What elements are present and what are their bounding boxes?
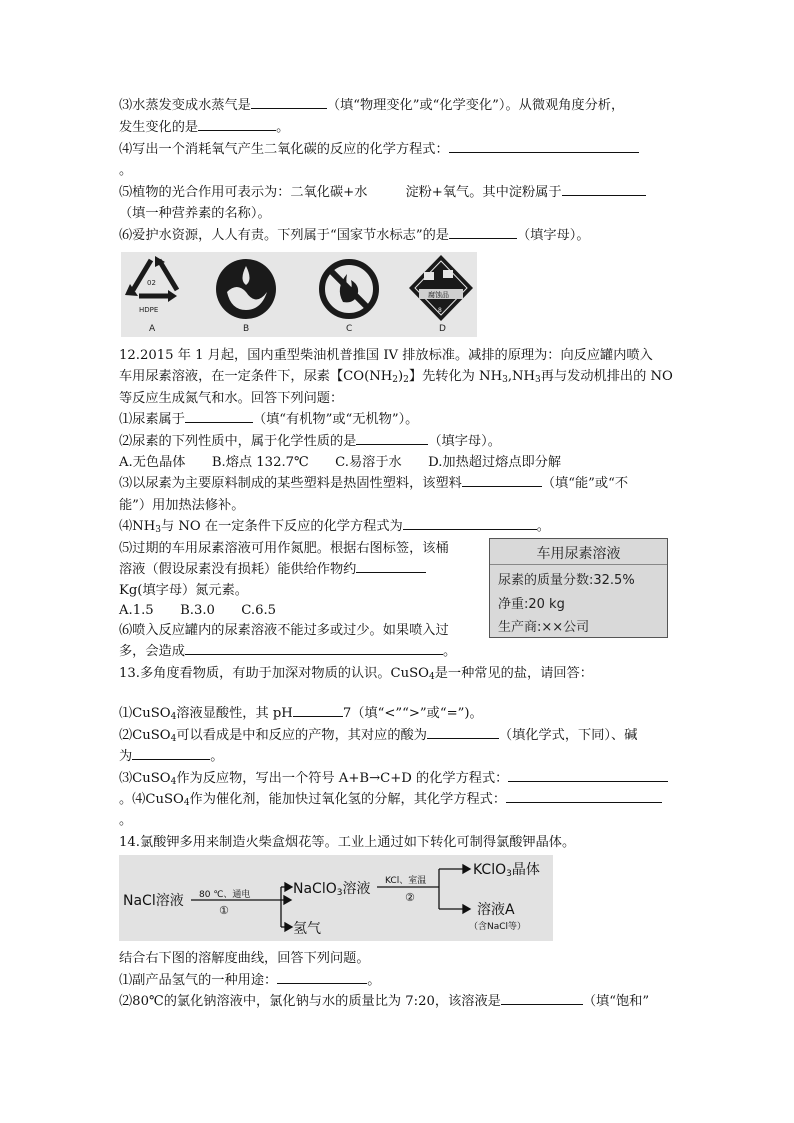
q12-part1: ⑴尿素属于 （填“有机物”或“无机物”）。 [119, 409, 418, 431]
urea-label-weight: 净重:20 kg [498, 597, 565, 612]
urea-label [489, 538, 668, 638]
answer-blank[interactable] [198, 117, 276, 131]
recycle-code: 02 [147, 279, 156, 287]
q12-part6-line2: 多，会造成 。 [119, 641, 456, 663]
q12-part2: ⑵尿素的下列性质中，属于化学性质的是 （填字母）。 [119, 431, 501, 453]
answer-blank[interactable] [277, 970, 367, 984]
answer-blank[interactable] [506, 789, 662, 803]
sign-label-a: A [149, 324, 156, 334]
answer-blank[interactable] [356, 559, 426, 573]
q12-intro-line2: 车用尿素溶液，在一定条件下，尿素【$CO(NH_2)_2$】先转化为 $NH_3,NH_3$再与发动机排出的 NO [119, 369, 673, 385]
signs-graphics [121, 252, 477, 337]
recycle-text: HDPE [139, 306, 159, 314]
urea-label-fraction: 尿素的质量分数:32.5% [498, 573, 635, 588]
flow-step2: ② [405, 891, 415, 904]
q12-part5-line2: 溶液（假设尿素没有损耗）能供给作物约 [119, 559, 426, 581]
flow-nacl: NaCl溶液 [123, 893, 184, 909]
flow-cond2: KCl、室温 [385, 876, 427, 886]
q13-part2-line2: 为 。 [119, 746, 223, 768]
q14-part2: ⑵80℃的氯化钠溶液中，氯化钠与水的质量比为 7:20，该溶液是 （填“饱和” [119, 991, 649, 1013]
q13-intro: 13.多角度看物质，有助于加深对物质的认识。CuSO$_4$是一种常见的盐，请回答： [119, 666, 593, 682]
answer-blank[interactable] [449, 225, 517, 239]
urea-label-maker: 生产商:××公司 [498, 620, 590, 635]
answer-blank[interactable] [185, 409, 253, 423]
answer-blank[interactable] [562, 182, 646, 196]
q12-part3-line1: ⑶以尿素为主要原料制成的某些塑料是热固性塑料，该塑料 （填“能”或“不 [119, 473, 628, 495]
q11-part6-line: ⑹爱护水资源，人人有责。下列属于“国家节水标志”的是 （填字母）。 [119, 225, 590, 247]
answer-blank[interactable] [356, 431, 428, 445]
answer-blank[interactable] [403, 516, 537, 530]
water-saving-icon [216, 259, 276, 319]
answer-blank[interactable] [132, 746, 210, 760]
q11-part4-end: 。 [119, 163, 133, 178]
flow-solution-a: 溶液A [477, 902, 515, 918]
sign-label-d: D [439, 324, 446, 334]
q14-after-diagram: 结合右下图的溶解度曲线，回答下列问题。 [119, 951, 370, 966]
q12-part5-options: A.1.5 B.3.0 C.6.5 [119, 603, 277, 618]
q12-part2-options: A.无色晶体 B.熔点 132.7℃ C.易溶于水 D.加热超过熔点即分解 [119, 455, 562, 470]
q12-intro-line3: 等反应生成氮气和水。回答下列问题： [119, 391, 344, 406]
answer-blank[interactable] [462, 473, 542, 487]
q12-part5-line3: Kg(填字母）氮元素。 [119, 583, 248, 598]
svg-text:8: 8 [438, 307, 442, 314]
sign-label-c: C [346, 324, 353, 334]
q12-part5-line1: ⑸过期的车用尿素溶液可用作氮肥。根据右图标签，该桶 [119, 541, 449, 556]
q11-part5-line1: ⑸植物的光合作用可表示为：二氧化碳+水 淀粉+氧气。其中淀粉属于 [119, 182, 646, 204]
no-fire-icon [322, 262, 376, 316]
label-divider [490, 564, 667, 565]
q13-part4-end: 。 [119, 813, 133, 828]
q12-part4: $⑷NH_3$与 NO 在一定条件下反应的化学方程式为 。 [119, 516, 550, 538]
q13-part4: 。⑷CuSO$_4$作为催化剂，能加快过氧化氢的分解，其化学方程式： [119, 789, 662, 811]
q12-intro-line1: 12.2015 年 1 月起，国内重型柴油机普推国 IV 排放标准。减排的原理为：向反应罐内喷入 [119, 348, 653, 363]
urea-label-title: 车用尿素溶液 [536, 546, 621, 562]
answer-blank[interactable] [251, 95, 327, 109]
q13-part3: ⑶CuSO$_4$作为反应物，写出一个符号 A+B→C+D 的化学方程式： [119, 768, 668, 790]
flow-step1: ① [219, 904, 229, 917]
water-signs-image [121, 252, 477, 337]
answer-blank[interactable] [427, 725, 499, 739]
flow-h2: 氢气 [293, 921, 321, 937]
flow-naclo3: NaClO$_3$溶液 [293, 881, 371, 898]
q13-part2-line1: ⑵CuSO$_4$可以看成是中和反应的产物，其对应的酸为 （填化学式，下同）、碱 [119, 725, 637, 747]
q12-part6-line1: ⑹喷入反应罐内的尿素溶液不能过多或过少。如果喷入过 [119, 623, 449, 638]
q11-part4-line: ⑷写出一个消耗氧气产生二氧化碳的反应的化学方程式： [119, 139, 639, 161]
q13-part1: ⑴CuSO$_4$溶液显酸性，其 pH 7（填“<”“>”或“=”)。 [119, 703, 483, 725]
kclo3-process-diagram [119, 855, 553, 941]
answer-blank[interactable] [293, 703, 343, 717]
corrosive-text: 腐蚀品 [428, 291, 449, 299]
answer-blank[interactable] [508, 768, 668, 782]
q11-part3-line2: 发生变化的是 。 [119, 117, 289, 139]
answer-blank[interactable] [185, 641, 443, 655]
flow-cond1: 80 ℃、通电 [199, 890, 251, 900]
q14-intro: 14.氯酸钾多用来制造火柴盒烟花等。工业上通过如下转化可制得氯酸钾晶体。 [119, 835, 576, 850]
q11-part3-line1: ⑶水蒸发变成水蒸气是 （填“物理变化”或“化学变化”）。从微观角度分析， [119, 95, 624, 117]
q11-part5-line2: （填一种营养素的名称）。 [119, 206, 271, 221]
sign-label-b: B [243, 324, 250, 334]
q14-part1: ⑴副产品氢气的一种用途： 。 [119, 970, 380, 992]
flow-kclo3: KClO$_3$晶体 [473, 862, 540, 879]
answer-blank[interactable] [501, 991, 583, 1005]
answer-blank[interactable] [449, 139, 639, 153]
q12-part3-line2: 能”）用加热法修补。 [119, 498, 245, 513]
flow-solution-a-note: （含NaCl等） [469, 922, 527, 932]
